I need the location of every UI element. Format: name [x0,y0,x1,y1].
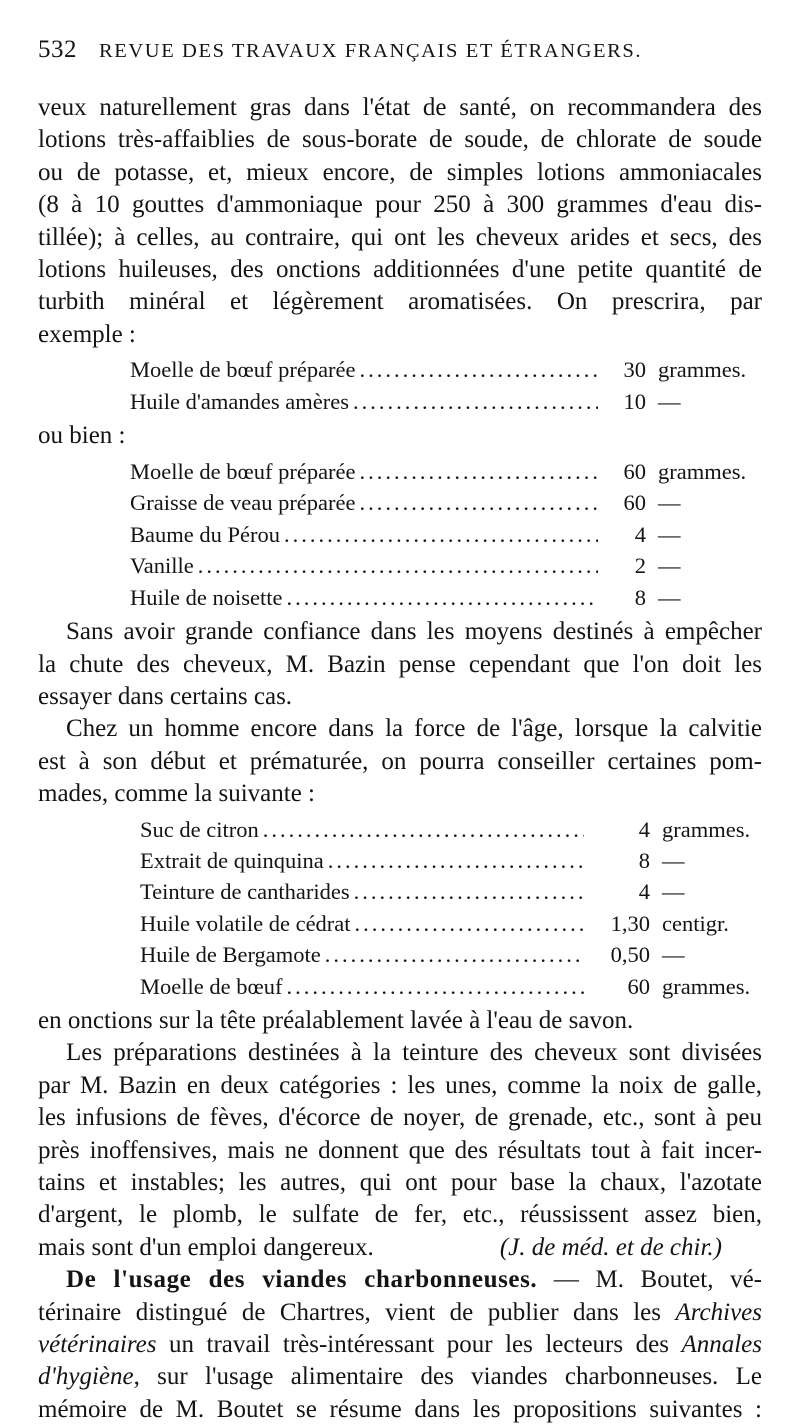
text-line: ou de potasse, et, mieux encore, de simples lotions ammoniacales [38,158,762,186]
ingredient-unit: — [662,879,685,905]
recipe-3 [38,814,762,1002]
dot-leader [198,550,598,581]
text-line [38,1297,762,1329]
dot-leader [325,939,584,970]
running-title: REVUE DES TRAVAUX FRANÇAIS ET ÉTRANGERS. [99,40,643,62]
ingredient-name: Huile de noisette [130,584,283,610]
text-line: Sans avoir grande confiance dans les moyens destinés à empêcher [66,618,762,646]
text-line [38,1329,762,1361]
recipe-row [38,519,762,550]
ingredient-qty: 4 [634,521,646,547]
recipe-2 [38,456,762,613]
text-line [38,1232,762,1264]
text-line: tains et instables; les autres, qui ont pour base la chaux, l'azotate [38,1169,762,1196]
ingredient-qty: 4 [638,879,650,905]
text-fragment: , sur l'usage alimentaire des viandes charbonneuses. Le [133,1363,762,1391]
dot-leader [354,876,584,907]
ingredient-name: Vanille [130,553,194,579]
dot-leader [360,354,598,385]
dot-leader [286,971,584,1002]
paragraph-onctions [38,1005,762,1037]
recipe-row [38,487,762,518]
text-line: par M. Bazin en deux catégories : les unes, comme la noix de galle, [38,1071,762,1099]
text-line: mades, comme la suivante : [38,780,316,808]
text-line: mémoire de M. Boutet se résume dans les propositions suivantes : [38,1395,762,1423]
italic-title: vétérinaires [38,1331,157,1359]
dot-leader [360,487,599,518]
ingredient-name: Moelle de bœuf préparée [130,357,356,383]
text-line: Les préparations destinées à la teinture des cheveux sont divisées [66,1039,762,1067]
dot-leader [284,519,598,550]
ingredient-name: Extrait de quinquina [140,847,324,873]
ingredient-unit: — [658,490,681,516]
dot-leader [360,456,598,487]
dot-leader [263,814,584,845]
text-fragment: mais sont d'un emploi dangereux. [38,1233,374,1261]
recipe-row [38,814,762,845]
citation: (J. de méd. et de chir.) [499,1233,722,1261]
text-line: lotions très-affaiblies de sous-borate de soude, de chlorate de soude [38,126,762,154]
text-line: Chez un homme encore dans la force de l'âge, lorsque la calvitie [66,715,762,743]
ingredient-name: Teinture de cantharides [140,879,350,905]
text-line: les infusions de fèves, d'écorce de noyer, de grenade, etc., sont à peu [38,1104,762,1132]
ingredient-name: Graisse de veau préparée [130,490,356,516]
text-line: d'argent, le plomb, le sulfate de fer, etc., réussissent assez bien, [38,1201,762,1229]
ou-bien-label: ou bien : [38,422,126,450]
ingredient-qty: 60 [623,490,646,516]
ingredient-qty: 0,50 [610,942,650,968]
ingredient-qty: 1,30 [610,910,650,936]
paragraph-viandes-charbonneuses [38,1264,762,1426]
ingredient-qty: 30 [623,357,646,383]
recipe-row [38,456,762,487]
ingredient-qty: 8 [638,847,650,873]
ingredient-name: Huile volatile de cédrat [140,910,351,936]
recipe-row [38,971,762,1002]
ingredient-unit: — [658,388,681,414]
ingredient-name: Moelle de bœuf préparée [130,459,356,485]
paragraph-teinture [38,1037,762,1264]
ingredient-unit: — [658,584,681,610]
ingredient-name: Baume du Pérou [130,521,280,547]
ingredient-name: Huile de Bergamote [140,942,321,968]
recipe-row [38,845,762,876]
page-number: 532 [38,36,77,63]
text-fragment: térinaire distingué de Chartres, vient de publier dans les [38,1298,676,1326]
ingredient-qty: 10 [623,388,646,414]
paragraph-chute-cheveux [38,616,762,713]
text-line: essayer dans certains cas. [38,682,293,710]
text-fragment: un travail très-intéressant pour les lecteurs des [156,1331,682,1359]
text-line: veux naturellement gras dans l'état de santé, on recommandera des [38,94,762,121]
ingredient-qty: 8 [634,584,646,610]
text-line: tillée); à celles, au contraire, qui ont les cheveux arides et secs, des [38,223,762,251]
ingredient-name: Huile d'amandes amères [130,388,349,414]
text-line: près inoffensives, mais ne donnent que des résultats tout à fait incer- [38,1136,762,1164]
ingredient-unit: — [658,553,681,579]
paragraph-lotions [38,92,762,351]
recipe-row [38,876,762,907]
ingredient-name: Suc de citron [140,816,259,842]
recipe-row [38,582,762,613]
page-header [38,36,762,76]
paragraph-calvitie [38,713,762,810]
recipe-row [38,354,762,385]
italic-title: Archives [675,1298,762,1326]
ingredient-qty: 60 [623,459,646,485]
ingredient-unit: centigr. [662,910,729,936]
dot-leader [286,582,598,613]
text-line: exemple : [38,320,136,348]
dot-leader [355,908,584,939]
text-line: en onctions sur la tête préalablement lavée à l'eau de savon. [38,1006,634,1034]
ingredient-qty: 2 [634,553,646,579]
ingredient-name: Moelle de bœuf [140,973,283,999]
ingredient-unit: — [658,521,681,547]
ingredient-unit: grammes. [658,357,747,383]
text-line: (8 à 10 gouttes d'ammoniaque pour 250 à 300 grammes d'eau dis- [38,191,762,219]
dot-leader [353,386,598,417]
recipe-row [38,908,762,939]
ingredient-unit: — [662,942,685,968]
ingredient-unit: grammes. [658,459,747,485]
recipe-row [38,939,762,970]
ingredient-unit: grammes. [662,816,751,842]
recipe-1 [38,354,762,417]
recipe-row [38,550,762,581]
text-line: turbith minéral et légèrement aromatisées. On prescrira, par [38,288,762,316]
italic-title: d'hygiène [38,1363,134,1391]
text-line [38,1264,762,1296]
ingredient-unit: — [662,847,685,873]
ingredient-qty: 4 [638,816,650,842]
dot-leader [328,845,584,876]
text-line: lotions huileuses, des onctions additionnées d'une petite quantité de [38,256,762,284]
text-fragment: — M. Boutet, vé- [537,1266,762,1294]
ingredient-qty: 60 [627,973,650,999]
italic-title: Annales [681,1331,762,1359]
section-heading: De l'usage des viandes charbonneuses. [66,1266,538,1294]
recipe-row [38,386,762,417]
ingredient-unit: grammes. [662,973,751,999]
text-line: la chute des cheveux, M. Bazin pense cependant que l'on doit les [38,650,762,678]
text-line: est à son début et prématurée, on pourra conseiller certaines pom- [38,747,762,775]
